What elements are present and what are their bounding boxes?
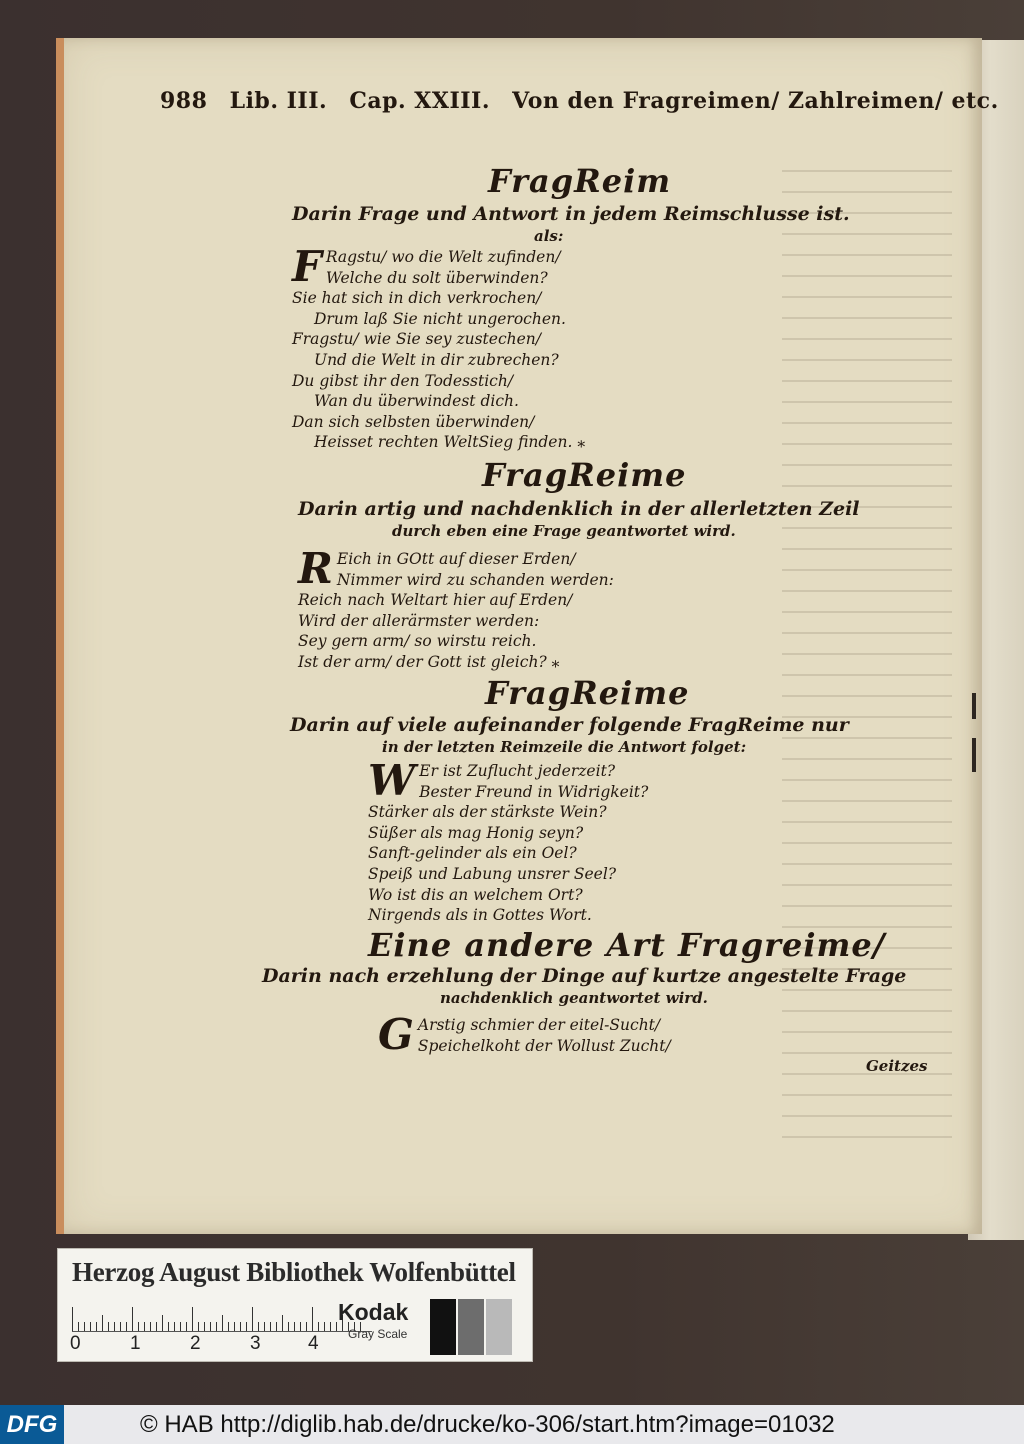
ruler-tick [288,1322,289,1331]
ruler-tick [120,1322,121,1331]
verse-line: Süßer als mag Honig seyn? [368,823,584,842]
verse-line: Sanft-gelinder als ein Oel? [368,844,577,863]
ruler-tick [216,1322,217,1331]
verse-line: Heisset rechten WeltSieg finden. ⁎ [314,433,586,452]
ruler-tick [234,1322,235,1331]
show-through-text [782,158,952,1138]
ruler-tick [174,1322,175,1331]
ruler-tick [252,1307,253,1331]
scale-number: 4 [308,1333,319,1354]
verse-line: Speichelkoht der Wollust Zucht/ [417,1036,671,1055]
ruler-tick [336,1322,337,1331]
verse-block [378,1010,698,1059]
verse-line: Und die Welt in dir zubrechen? [314,350,559,369]
ruler-tick [240,1322,241,1331]
verse-block [298,544,638,673]
measurement-ruler [72,1305,372,1332]
page-mark [972,738,976,772]
running-title: Von den Fragreimen/ Zahlreimen/ etc. [512,88,999,114]
scale-number: 3 [250,1333,261,1354]
verse-line: Fragstu/ wie Sie sey zustechen/ [292,330,541,349]
ruler-tick [192,1307,193,1331]
drop-cap: W [368,756,416,805]
copyright-link[interactable]: © HAB http://diglib.hab.de/drucke/ko-306/start.htm?image=01032 [140,1411,835,1438]
section-subtitle-2: als: [534,227,564,245]
library-scale-label [57,1248,533,1362]
ruler-tick [312,1307,313,1331]
kodak-logo: Kodak [338,1299,409,1325]
ruler-tick [150,1322,151,1331]
ruler-tick [168,1322,169,1331]
verse-line: Arstig schmier der eitel-Sucht/ [417,1016,661,1034]
verse-line: Sie hat sich in dich verkrochen/ [292,289,542,308]
section-subtitle: Darin artig und nachdenklich in der allerletzten Zeil [298,498,860,520]
running-header [160,88,999,114]
ruler-tick [204,1322,205,1331]
scale-number: 2 [190,1333,201,1354]
ruler-tick [222,1315,223,1331]
section-subtitle-2: durch eben eine Frage geantwortet wird. [392,522,736,540]
verse-line: Welche du solt überwinden? [325,268,548,287]
ruler-tick [198,1322,199,1331]
ruler-tick [108,1322,109,1331]
ruler-tick [246,1322,247,1331]
verse-block [292,242,622,453]
verse-block [368,756,668,926]
ruler-tick [114,1322,115,1331]
verse-line: Er ist Zuflucht jederzeit? [419,762,616,780]
ruler-tick [78,1322,79,1331]
section-subtitle: Darin nach erzehlung der Dinge auf kurtze angestelte Frage [262,965,907,987]
gray-swatch-light [486,1299,512,1355]
page-mark [972,693,976,719]
ruler-tick [126,1322,127,1331]
section-subtitle: Darin Frage und Antwort in jedem Reimschlusse ist. [292,203,850,225]
footer-bar [0,1405,1024,1444]
verse-line: Du gibst ihr den Todesstich/ [292,371,514,390]
section-title: Eine andere Art Fragreime/ [368,926,886,964]
ruler-tick [270,1322,271,1331]
book-label: Lib. III. [229,88,328,114]
verse-line: Eich in GOtt auf dieser Erden/ [336,550,576,568]
ruler-tick [210,1322,211,1331]
verse-line: Ist der arm/ der Gott ist gleich? ⁎ [298,652,560,671]
ruler-tick [84,1322,85,1331]
ruler-tick [162,1315,163,1331]
ruler-tick [132,1307,133,1331]
section-subtitle-2: in der letzten Reimzeile die Antwort folget: [382,738,747,756]
chapter-label: Cap. XXIII. [349,88,490,114]
verse-line: Bester Freund in Widrigkeit? [419,782,649,801]
section-title: FragReime [485,674,690,712]
ruler-tick [258,1322,259,1331]
ruler-tick [186,1322,187,1331]
verse-line: Stärker als der stärkste Wein? [368,803,607,822]
ruler-tick [228,1322,229,1331]
ruler-tick [138,1322,139,1331]
ruler-tick [318,1322,319,1331]
ruler-tick [294,1322,295,1331]
ruler-tick [282,1315,283,1331]
verse-line: Wan du überwindest dich. [314,392,519,411]
verse-line: Wo ist dis an welchem Ort? [368,885,583,904]
verse-line: Speiß und Labung unsrer Seel? [368,864,617,883]
ruler-tick [90,1322,91,1331]
ruler-tick [180,1322,181,1331]
gray-swatch-mid [458,1299,484,1355]
ruler-tick [72,1307,73,1331]
verse-line: Ragstu/ wo die Welt zufinden/ [325,248,561,266]
drop-cap: F [292,242,322,291]
library-name: Herzog August Bibliothek Wolfenbüttel [72,1257,516,1287]
verse-line: Nimmer wird zu schanden werden: [336,570,614,589]
ruler-tick [300,1322,301,1331]
dfg-logo: DFG [0,1405,64,1444]
scale-number: 0 [70,1333,81,1354]
drop-cap: G [378,1010,414,1059]
drop-cap: R [298,544,333,593]
scale-number: 1 [130,1333,141,1354]
page-number: 988 [160,88,208,114]
ruler-tick [276,1322,277,1331]
ruler-tick [144,1322,145,1331]
verse-line: Drum laß Sie nicht ungerochen. [314,309,566,328]
ruler-tick [330,1322,331,1331]
section-subtitle-2: nachdenklich geantwortet wird. [440,989,708,1007]
section-title: FragReim [488,162,672,200]
ruler-tick [102,1315,103,1331]
verse-line: Sey gern arm/ so wirstu reich. [298,632,537,651]
gray-swatch-black [430,1299,456,1355]
verse-line: Wird der allerärmster werden: [298,611,540,630]
verse-line: Reich nach Weltart hier auf Erden/ [298,591,573,610]
ruler-tick [324,1322,325,1331]
verse-line: Dan sich selbsten überwinden/ [292,412,535,431]
gray-scale-label: Gray Scale [348,1327,408,1341]
ruler-tick [306,1322,307,1331]
ruler-tick [264,1322,265,1331]
catchword: Geitzes [866,1057,928,1075]
verse-line: Nirgends als in Gottes Wort. [368,906,592,925]
section-title: FragReime [482,456,687,494]
ruler-tick [96,1322,97,1331]
ruler-tick [156,1322,157,1331]
section-subtitle: Darin auf viele aufeinander folgende FragReime nur [290,714,849,736]
